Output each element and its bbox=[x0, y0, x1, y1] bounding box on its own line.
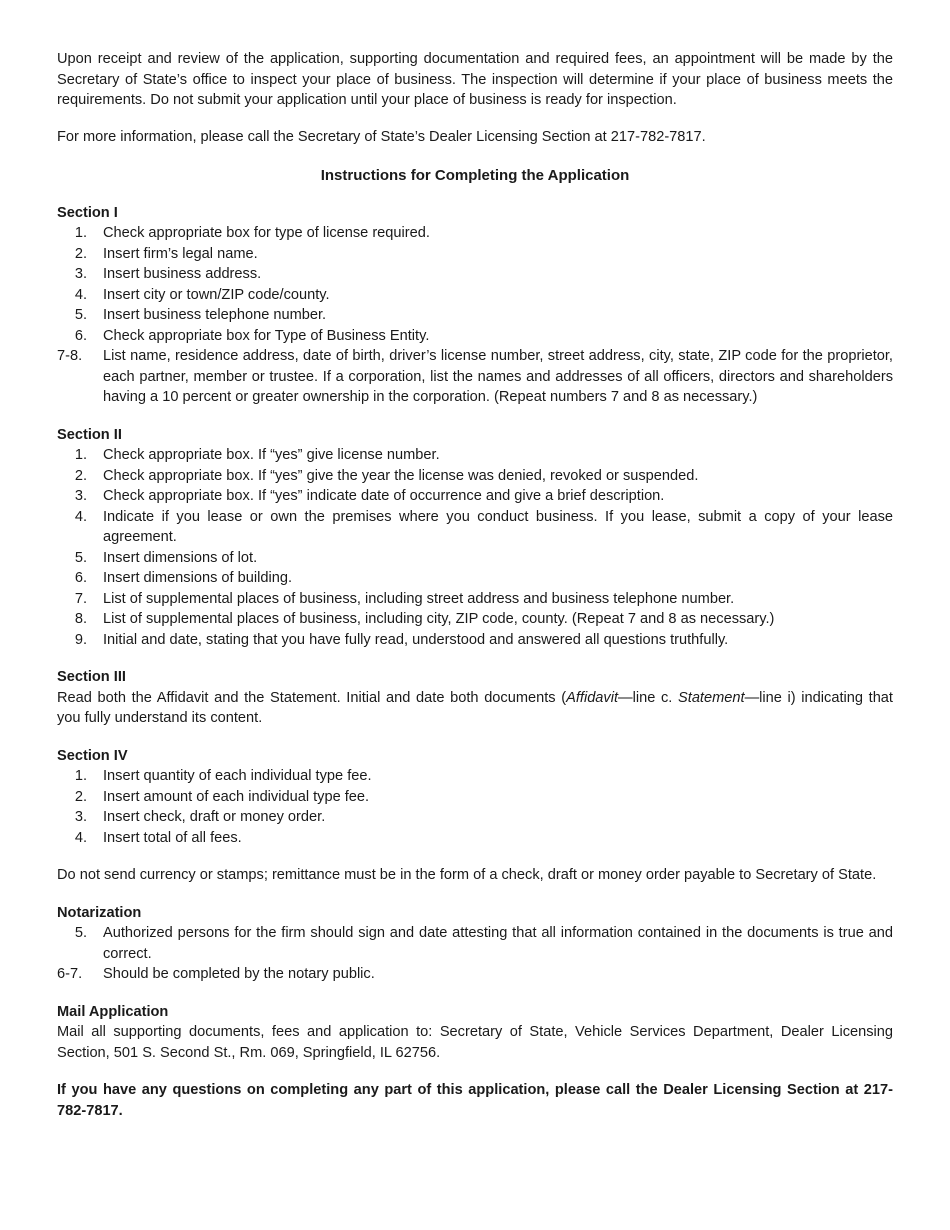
list-item-text: Insert check, draft or money order. bbox=[103, 809, 326, 825]
section-1-list bbox=[57, 223, 893, 408]
list-item-text: Should be completed by the notary public. bbox=[103, 966, 375, 982]
list-item-text: List of supplemental places of business, including street address and business telephone number. bbox=[103, 590, 735, 607]
section-3 bbox=[57, 667, 893, 729]
closing-notice: If you have any questions on completing any part of this application, please call the Dealer Licensing Section at 217-782-7817. bbox=[57, 1082, 893, 1119]
list-item-number: 1. bbox=[74, 768, 87, 784]
list-item-text: Insert business address. bbox=[103, 266, 262, 282]
list-item-text: Insert dimensions of building. bbox=[103, 570, 293, 586]
remittance-note: Do not send currency or stamps; remittance must be in the form of a check, draft or money order payable to Secretary of State. bbox=[57, 867, 877, 883]
affidavit-term: Affidavit bbox=[566, 689, 619, 706]
list-item bbox=[57, 923, 893, 964]
list-item bbox=[57, 828, 893, 849]
list-item-text: Check appropriate box. If “yes” give the year the license was denied, revoked or suspended. bbox=[103, 467, 699, 484]
list-item-number: 3. bbox=[74, 809, 87, 825]
list-item-number: 4. bbox=[74, 508, 87, 525]
list-item-number: 5. bbox=[74, 549, 87, 566]
list-item-number: 1. bbox=[74, 447, 87, 463]
list-item bbox=[57, 264, 893, 285]
section-3-text bbox=[57, 688, 893, 729]
section-3-text-part: —line i) indicating that you fully understand its content. bbox=[57, 689, 893, 726]
list-item-text: Check appropriate box for type of license required. bbox=[103, 225, 430, 241]
list-item-number: 1. bbox=[74, 225, 87, 241]
list-item-text: Insert firm’s legal name. bbox=[103, 245, 258, 262]
section-3-title: Section III bbox=[57, 669, 126, 685]
list-item-number: 7-8. bbox=[57, 348, 83, 364]
list-item bbox=[57, 486, 893, 507]
list-item-number: 3. bbox=[74, 488, 87, 504]
list-item bbox=[57, 445, 893, 466]
list-item-text: Insert business telephone number. bbox=[103, 307, 327, 323]
list-item-number: 3. bbox=[74, 266, 87, 282]
list-item-number: 2. bbox=[74, 788, 87, 805]
section-3-text-part: —line c. bbox=[618, 689, 679, 706]
intro-paragraph-inspection: Upon receipt and review of the application, supporting documentation and required fees, an appointment will be made by the Secretary of State’s office to inspect your place of business. The inspection will determine if your place of business meets the requirements. Do not submit your application until your place of business is ready for inspection. bbox=[57, 51, 893, 108]
section-4-list bbox=[57, 766, 893, 848]
list-item-number: 4. bbox=[74, 829, 87, 846]
list-item-text: Check appropriate box. If “yes” indicate date of occurrence and give a brief description. bbox=[103, 488, 665, 504]
document-page bbox=[57, 49, 893, 1121]
list-item-number: 6. bbox=[74, 570, 87, 586]
list-item bbox=[57, 305, 893, 326]
list-item bbox=[57, 807, 893, 828]
list-item-number: 9. bbox=[74, 631, 87, 648]
intro-paragraph-contact: For more information, please call the Secretary of State’s Dealer Licensing Section at 217-782-7817. bbox=[57, 128, 706, 145]
list-item-text: List name, residence address, date of birth, driver’s license number, street address, city, state, ZIP code for the proprietor, each partner, member or trustee. If a corporation, list the names and addresses of all officers, directors and shareholders having a 10 percent or greater ownership in the corporation. (Repeat numbers 7 and 8 as necessary.) bbox=[103, 348, 893, 405]
list-item bbox=[57, 466, 893, 487]
list-item-number: 7. bbox=[74, 590, 87, 607]
list-item bbox=[57, 609, 893, 630]
list-item-text: Insert quantity of each individual type fee. bbox=[103, 768, 372, 784]
list-item bbox=[57, 507, 893, 548]
list-item-number: 2. bbox=[74, 245, 87, 262]
list-item-number: 6. bbox=[74, 327, 87, 344]
mail-text: Mail all supporting documents, fees and application to: Secretary of State, Vehicle Services Department, Dealer Licensing Section, 501 S. Second St., Rm. 069, Springfield, IL 62756. bbox=[57, 1024, 893, 1061]
list-item bbox=[57, 244, 893, 265]
list-item-text: Insert city or town/ZIP code/county. bbox=[103, 286, 330, 303]
instructions-heading: Instructions for Completing the Application bbox=[320, 167, 630, 184]
list-item bbox=[57, 589, 893, 610]
list-item bbox=[57, 326, 893, 347]
list-item-text: Insert total of all fees. bbox=[103, 829, 242, 846]
list-item-number: 5. bbox=[74, 925, 87, 941]
notarization-section bbox=[57, 903, 893, 985]
list-item-number: 6-7. bbox=[57, 966, 83, 982]
section-4-title: Section IV bbox=[57, 747, 128, 764]
section-2-list bbox=[57, 445, 893, 650]
list-item bbox=[57, 285, 893, 306]
list-item-text: List of supplemental places of business, including city, ZIP code, county. (Repeat 7 and 8 as necessary.) bbox=[103, 611, 775, 627]
notarization-title: Notarization bbox=[57, 904, 142, 921]
list-item-number: 8. bbox=[74, 611, 87, 627]
notarization-list bbox=[57, 923, 893, 985]
list-item-text: Indicate if you lease or own the premises where you conduct business. If you lease, submit a copy of your lease agreement. bbox=[103, 508, 893, 545]
list-item-number: 5. bbox=[74, 307, 87, 323]
list-item bbox=[57, 766, 893, 787]
section-2 bbox=[57, 425, 893, 651]
list-item-text: Initial and date, stating that you have fully read, understood and answered all questions truthfully. bbox=[103, 631, 729, 648]
list-item bbox=[57, 787, 893, 808]
section-4 bbox=[57, 746, 893, 849]
list-item-text: Check appropriate box for Type of Business Entity. bbox=[103, 327, 430, 344]
list-item bbox=[57, 568, 893, 589]
list-item-text: Authorized persons for the firm should sign and date attesting that all information contained in the documents is true and correct. bbox=[103, 925, 893, 962]
list-item bbox=[57, 223, 893, 244]
statement-term: Statement bbox=[678, 689, 745, 706]
mail-title: Mail Application bbox=[57, 1003, 169, 1020]
list-item-number: 4. bbox=[74, 286, 87, 303]
mail-section bbox=[57, 1002, 893, 1064]
list-item bbox=[57, 630, 893, 651]
section-3-text-part: Read both the Affidavit and the Statement. Initial and date both documents ( bbox=[57, 689, 567, 706]
section-2-title: Section II bbox=[57, 426, 122, 443]
list-item-text: Check appropriate box. If “yes” give license number. bbox=[103, 447, 440, 463]
list-item bbox=[57, 964, 893, 985]
list-item bbox=[57, 548, 893, 569]
list-item-number: 2. bbox=[74, 467, 87, 484]
list-item-text: Insert amount of each individual type fee. bbox=[103, 788, 370, 805]
list-item-text: Insert dimensions of lot. bbox=[103, 549, 258, 566]
section-1 bbox=[57, 203, 893, 408]
section-1-title: Section I bbox=[57, 204, 118, 221]
list-item bbox=[57, 346, 893, 408]
